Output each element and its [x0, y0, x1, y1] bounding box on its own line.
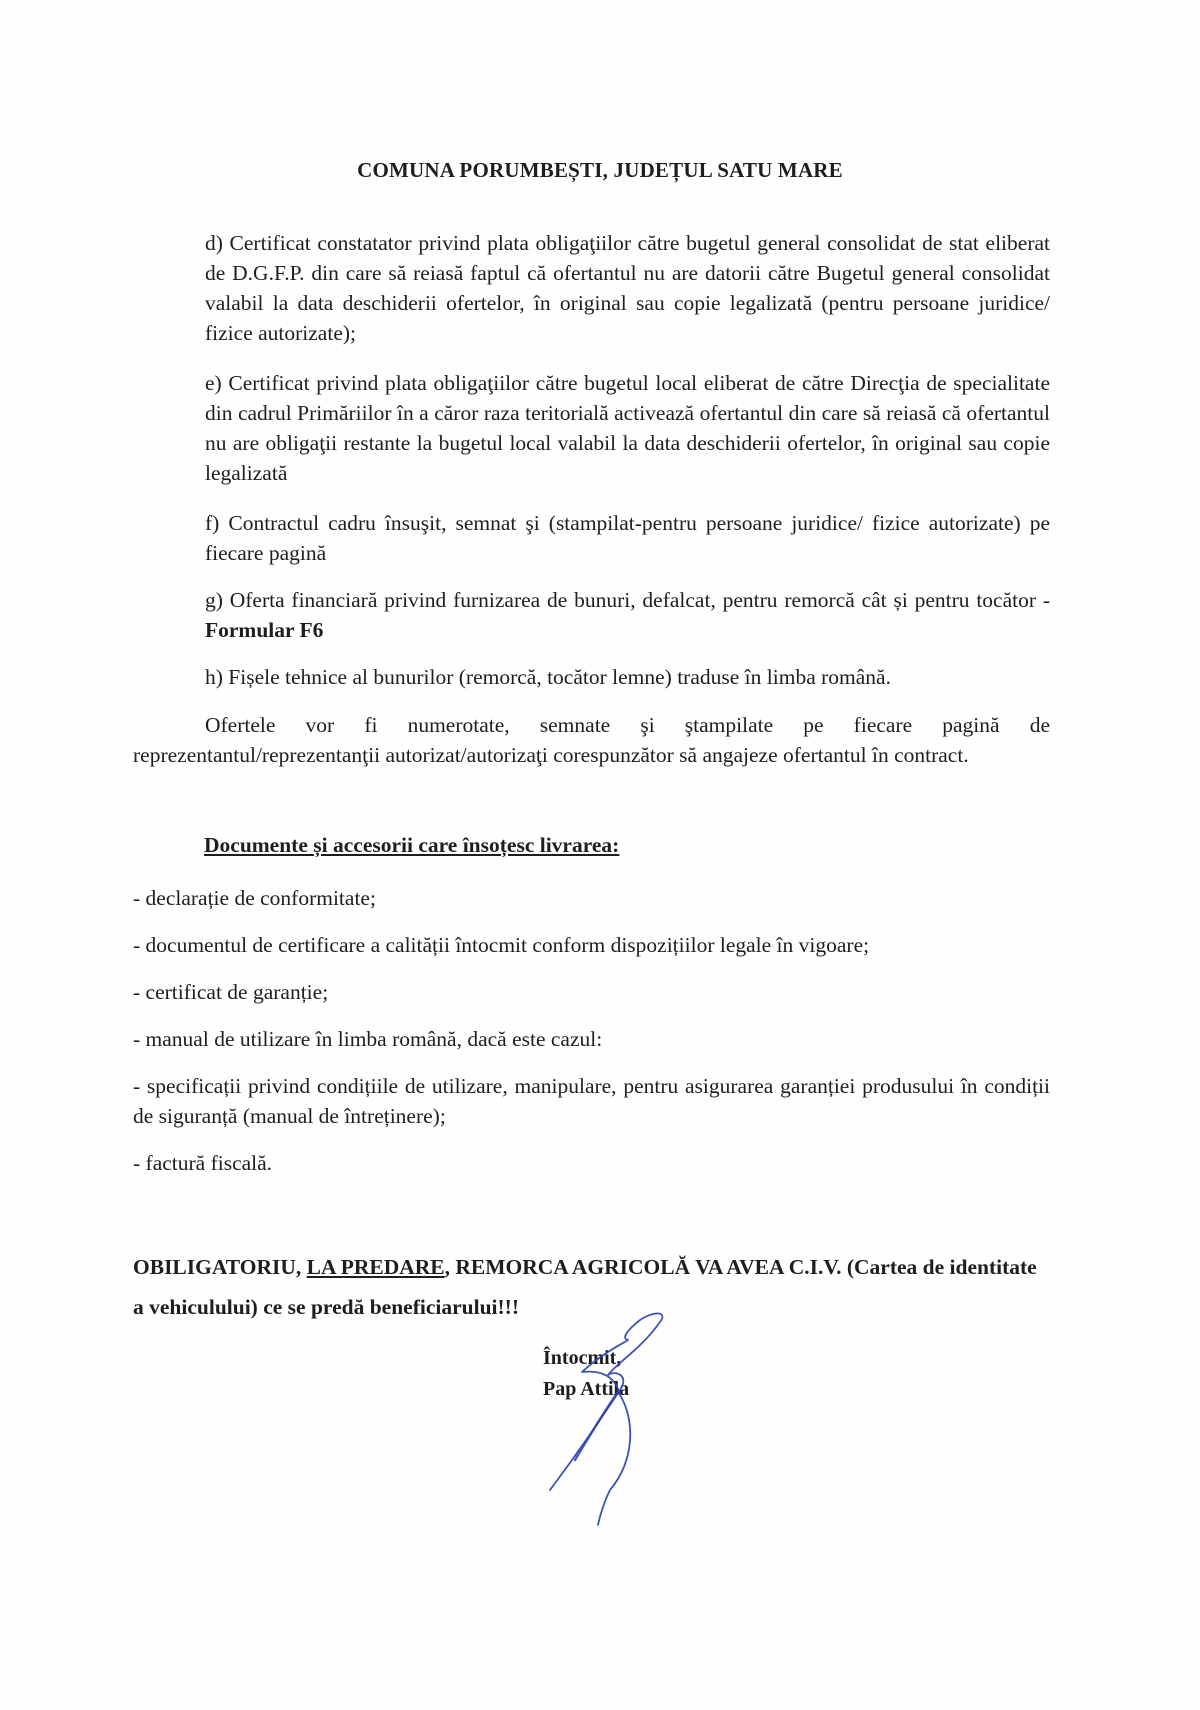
offers-note: Ofertele vor fi numerotate, semnate şi ştampilate pe fiecare pagină de reprezentantul/reprezentanţii autorizat/autorizaţi corespunzător să angajeze ofertantul în contract. [133, 713, 1050, 767]
signer-name: Pap Attila [543, 1378, 630, 1400]
mandatory-notice-part1: OBILIGATORIU, [133, 1255, 307, 1279]
requirement-f: f) Contractul cadru însuşit, semnat şi (stampilat-pentru persoane juridice/ fizice autorizate) pe fiecare pagină [205, 511, 1050, 565]
delivery-item: - manual de utilizare în limba română, dacă este cazul: [133, 1027, 603, 1051]
delivery-section-title: Documente și accesorii care însoțesc livrarea: [204, 833, 620, 857]
requirement-g-form: Formular F6 [205, 618, 324, 642]
prepared-by-label: Întocmit, [543, 1347, 622, 1369]
requirement-g-text: g) Oferta financiară privind furnizarea de bunuri, defalcat, pentru remorcă cât și pentru tocător - [205, 588, 1050, 612]
requirement-e: e) Certificat privind plata obligaţiilor către bugetul local eliberat de către Direcţia de specialitate din cadrul Primăriilor în a căror raza teritorială activează ofertantul din care să reiasă că ofertantul nu are obligaţii restante la bugetul local valabil la data deschiderii ofertelor, în original sau copie legalizată [205, 371, 1050, 485]
requirement-h: h) Fișele tehnice al bunurilor (remorcă, tocător lemne) traduse în limba română. [205, 665, 891, 689]
mandatory-notice-underlined: LA PREDARE [306, 1255, 445, 1279]
delivery-item: - specificații privind condițiile de utilizare, manipulare, pentru asigurarea garanției produsului în condiții de siguranță (manual de întreținere); [133, 1074, 1050, 1128]
mandatory-notice-part2: , REMORCA AGRICOLĂ VA AVEA C.I.V. (Cartea de identitate a vehiculului) ce se predă beneficiarului!!! [133, 1255, 1037, 1319]
requirement-g [205, 585, 1050, 645]
delivery-item: - declarație de conformitate; [133, 886, 376, 910]
delivery-item: - factură fiscală. [133, 1151, 273, 1175]
requirement-d: d) Certificat constatator privind plata obligaţiilor către bugetul general consolidat de stat eliberat de D.G.F.P. din care să reiasă faptul că ofertantul nu are datorii către Bugetul general consolidat valabil la data deschiderii ofertelor, în original sau copie legalizată (pentru persoane juridice/ fizice autorizate); [205, 231, 1050, 345]
handwritten-signature-icon [520, 1310, 720, 1550]
document-header: COMUNA PORUMBEȘTI, JUDEȚUL SATU MARE [357, 158, 843, 182]
delivery-item: - documentul de certificare a calității întocmit conform dispozițiilor legale în vigoare; [133, 933, 870, 957]
delivery-item: - certificat de garanție; [133, 980, 329, 1004]
